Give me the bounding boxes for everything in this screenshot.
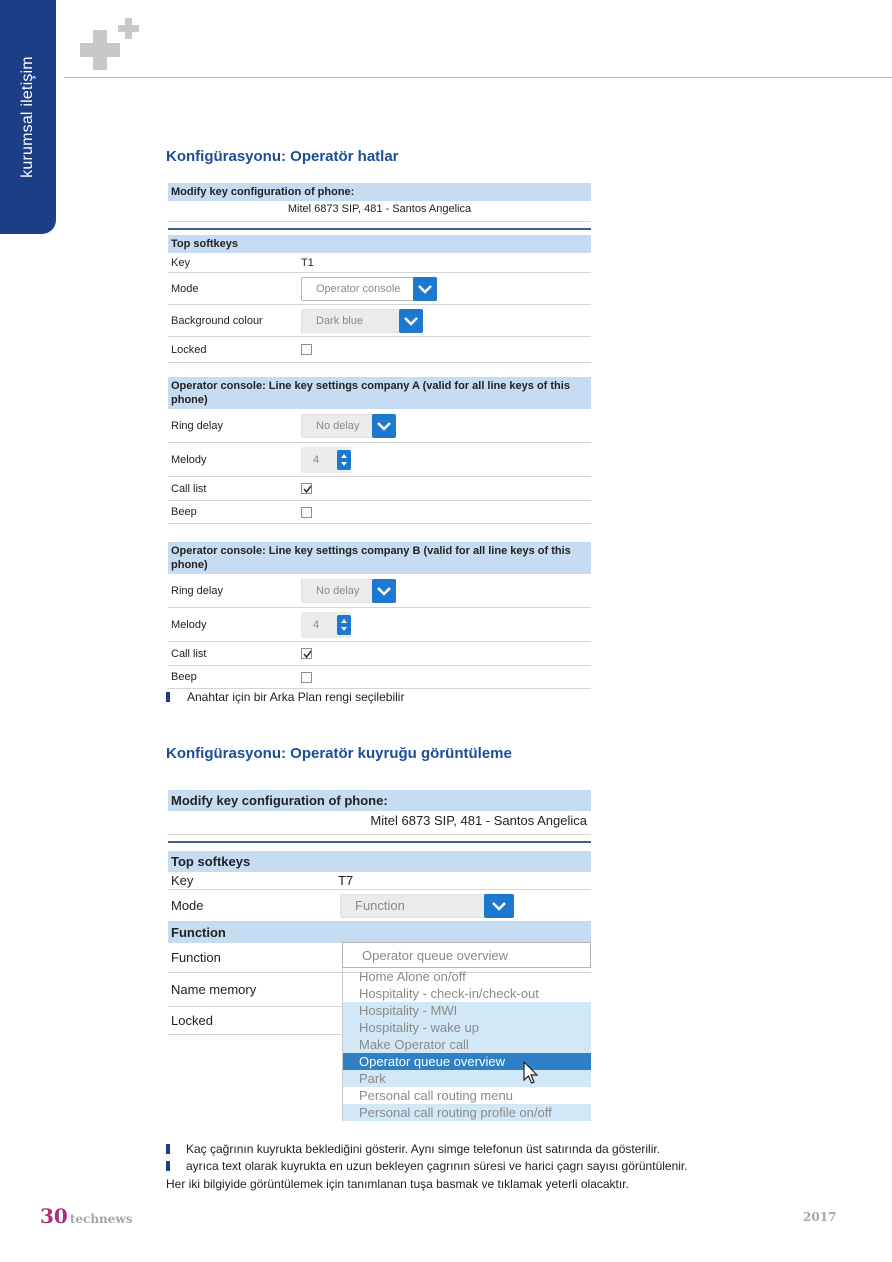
melody-spinner-b[interactable] — [301, 612, 351, 638]
chevron-down-icon[interactable] — [372, 414, 396, 438]
bullet-icon — [166, 692, 170, 702]
spinner-icon[interactable] — [337, 450, 351, 470]
note-line-3: Her iki bilgiyide görüntülemek için tanımlanan tuşa basmak ve tıklamak yeterli olacaktır. — [166, 1177, 629, 1191]
ring-delay-row-b — [168, 574, 591, 608]
caption-a — [166, 689, 404, 705]
ring-delay-value: No delay — [316, 584, 360, 597]
ring-delay-value: No delay — [316, 419, 360, 432]
phone-name: Mitel 6873 SIP, 481 - Santos Angelica — [168, 201, 591, 222]
chevron-down-icon[interactable] — [413, 277, 437, 301]
footer-brand — [40, 1204, 133, 1228]
mode-select-value: Function — [355, 898, 405, 913]
ring-delay-select-b[interactable] — [301, 579, 396, 603]
mode-select[interactable] — [340, 894, 514, 918]
chevron-down-icon[interactable] — [484, 894, 514, 918]
option-operator-queue-overview[interactable]: Operator queue overview — [343, 1053, 591, 1070]
melody-label: Melody — [171, 453, 207, 466]
mode-select[interactable] — [301, 277, 437, 301]
ring-delay-row-a — [168, 409, 591, 443]
melody-row-a — [168, 443, 591, 477]
beep-checkbox-a[interactable] — [301, 507, 312, 518]
key-value: T1 — [301, 256, 314, 269]
call-list-checkbox-a[interactable] — [301, 483, 312, 494]
call-list-label: Call list — [171, 482, 207, 495]
option-home-alone[interactable]: Home Alone on/off — [359, 969, 466, 984]
beep-row-a — [168, 501, 591, 524]
note-line-1-text: Kaç çağrının kuyrukta beklediğini gösterir. Aynı simge telefonun üst satırında da gösterilir. — [186, 1142, 661, 1156]
company-a-header: Operator console: Line key settings company A (valid for all line keys of this phone) — [168, 377, 591, 409]
top-divider — [64, 77, 892, 78]
key-value: T7 — [338, 873, 354, 888]
plus-logo-icon — [80, 16, 144, 72]
bullet-icon — [166, 1144, 170, 1154]
company-b-header: Operator console: Line key settings company B (valid for all line keys of this phone) — [168, 542, 591, 574]
mode-label: Mode — [171, 898, 204, 913]
background-colour-row — [168, 305, 591, 337]
melody-label: Melody — [171, 618, 207, 631]
name-memory-label: Name memory — [171, 982, 257, 997]
bullet-icon — [166, 1161, 170, 1171]
key-row — [168, 872, 591, 890]
function-label: Function — [171, 950, 221, 965]
option-make-operator-call[interactable]: Make Operator call — [343, 1036, 591, 1053]
note-line-2-text: ayrıca text olarak kuyrukta en uzun bekleyen çagrının süresi ve harici çagrı sayısı görüntülenir. — [186, 1159, 688, 1173]
background-colour-value: Dark blue — [316, 314, 364, 327]
mouse-cursor-icon — [523, 1061, 539, 1085]
page-number: 30 — [40, 1204, 68, 1228]
mode-row — [168, 273, 591, 305]
side-tab — [0, 0, 56, 234]
magazine-name: technews — [69, 1212, 133, 1226]
melody-spinner-a[interactable] — [301, 447, 351, 473]
section-b-title: Konfigürasyonu: Operatör kuyruğu görüntüleme — [166, 745, 512, 762]
melody-value: 4 — [313, 453, 320, 466]
beep-checkbox-b[interactable] — [301, 672, 312, 683]
locked-row — [168, 337, 591, 363]
side-tab-label: kurumsal iletişim — [19, 56, 36, 178]
top-softkeys-header: Top softkeys — [168, 851, 591, 872]
mode-row — [168, 890, 591, 922]
phone-name: Mitel 6873 SIP, 481 - Santos Angelica — [168, 811, 591, 835]
beep-label: Beep — [171, 506, 197, 518]
locked-checkbox[interactable] — [301, 344, 312, 355]
beep-label: Beep — [171, 671, 197, 683]
panel-header: Modify key configuration of phone: — [168, 183, 591, 201]
ring-delay-label: Ring delay — [171, 419, 223, 432]
call-list-checkbox-b[interactable] — [301, 648, 312, 659]
ring-delay-label: Ring delay — [171, 584, 223, 597]
call-list-row-a — [168, 477, 591, 501]
function-select-value: Operator queue overview — [362, 947, 508, 963]
panel-header: Modify key configuration of phone: — [168, 790, 591, 811]
section-a-title: Konfigürasyonu: Operatör hatlar — [166, 148, 399, 165]
key-label: Key — [171, 256, 190, 269]
option-personal-call-routing-profile[interactable]: Personal call routing profile on/off — [343, 1104, 591, 1121]
melody-value: 4 — [313, 618, 320, 631]
background-colour-label: Background colour — [171, 314, 263, 327]
option-hospitality-mwi[interactable]: Hospitality - MWI — [343, 1002, 591, 1019]
caption-a-text: Anahtar için bir Arka Plan rengi seçilebilir — [187, 690, 405, 704]
option-hospitality-check-in[interactable]: Hospitality - check-in/check-out — [359, 986, 539, 1001]
top-softkeys-header: Top softkeys — [168, 235, 591, 253]
chevron-down-icon[interactable] — [372, 579, 396, 603]
locked-label: Locked — [171, 1013, 213, 1028]
background-colour-select[interactable] — [301, 309, 423, 333]
beep-row-b — [168, 666, 591, 689]
mode-label: Mode — [171, 282, 199, 295]
key-row — [168, 253, 591, 273]
option-personal-call-routing-menu[interactable]: Personal call routing menu — [359, 1088, 513, 1103]
melody-row-b — [168, 608, 591, 642]
call-list-row-b — [168, 642, 591, 666]
function-select[interactable] — [342, 942, 591, 968]
spinner-icon[interactable] — [337, 615, 351, 635]
panel-operator-lines — [168, 183, 591, 689]
locked-label: Locked — [171, 343, 207, 356]
note-line-2 — [166, 1158, 688, 1174]
ring-delay-select-a[interactable] — [301, 414, 396, 438]
note-line-1 — [166, 1141, 660, 1157]
key-label: Key — [171, 873, 194, 888]
mode-select-value: Operator console — [316, 282, 401, 295]
option-hospitality-wake-up[interactable]: Hospitality - wake up — [343, 1019, 591, 1036]
function-header: Function — [168, 922, 591, 943]
footer-year: 2017 — [803, 1210, 837, 1224]
option-park[interactable]: Park — [343, 1070, 591, 1087]
function-options-list — [342, 968, 591, 1121]
chevron-down-icon[interactable] — [399, 309, 423, 333]
call-list-label: Call list — [171, 647, 207, 660]
